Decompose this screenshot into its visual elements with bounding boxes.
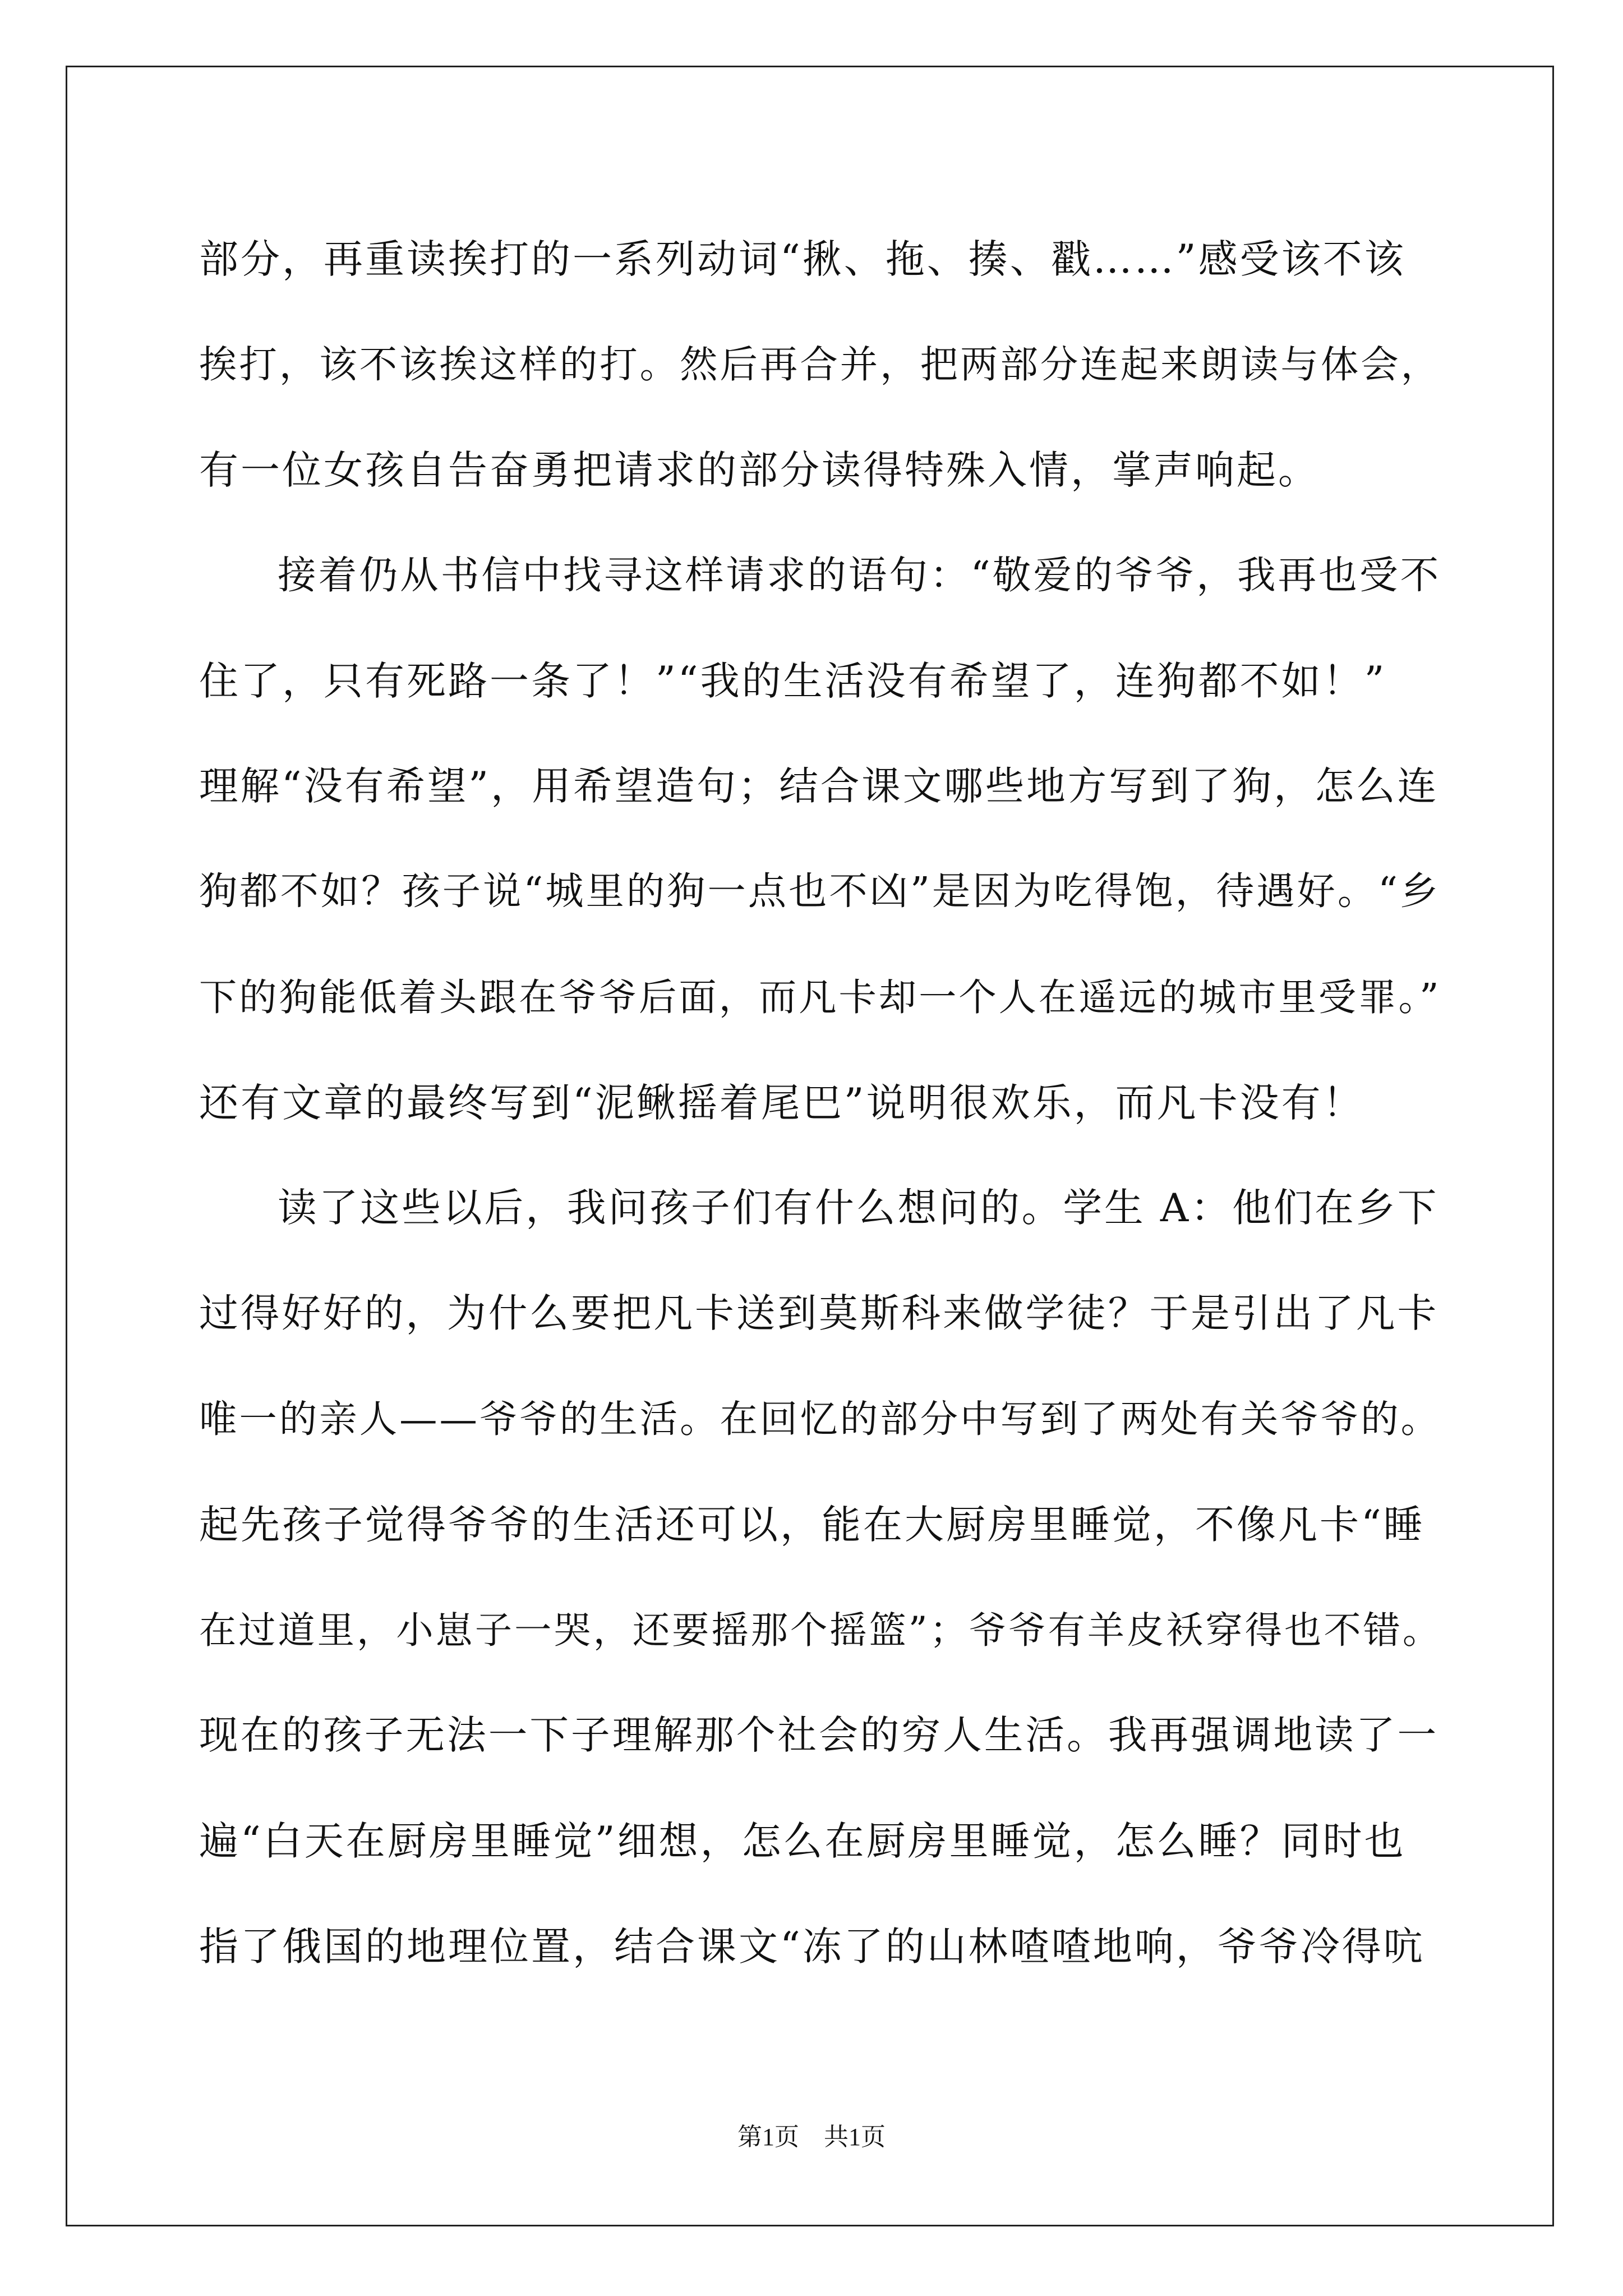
paragraph-start-line: 读了这些以后，我问孩子们有什么想问的。学生 A：他们在乡下 xyxy=(278,1185,1439,1231)
text-line: 指了俄国的地理位置，结合课文“冻了的山林喳喳地响，爷爷冷得吭 xyxy=(199,1924,1425,1970)
text-line: 理解“没有希望”，用希望造句；结合课文哪些地方写到了狗，怎么连 xyxy=(199,763,1439,809)
text-line: 狗都不如？孩子说“城里的狗一点也不凶”是因为吃得饱，待遇好。“乡 xyxy=(199,869,1441,914)
paragraph-start-line: 接着仍从书信中找寻这样请求的语句：“敬爱的爷爷，我再也受不 xyxy=(278,553,1441,598)
page-footer xyxy=(0,2120,1623,2154)
text-line: 遍“白天在厨房里睡觉”细想，怎么在厨房里睡觉，怎么睡？同时也 xyxy=(199,1818,1406,1864)
text-line: 还有文章的最终写到“泥鳅摇着尾巴”说明很欢乐，而凡卡没有！ xyxy=(199,1080,1364,1126)
text-line: 过得好好的，为什么要把凡卡送到莫斯科来做学徒？于是引出了凡卡 xyxy=(199,1291,1439,1336)
text-line: 起先孩子觉得爷爷的生活还可以，能在大厨房里睡觉，不像凡卡“睡 xyxy=(199,1502,1425,1548)
document-body xyxy=(199,206,1442,1999)
text-line: 唯一的亲人——爷爷的生活。在回忆的部分中写到了两处有关爷爷的。 xyxy=(199,1397,1441,1441)
text-line: 部分，再重读挨打的一系列动词“揪、拖、揍、戳……”感受该不该 xyxy=(199,236,1406,282)
text-line: 下的狗能低着头跟在爷爷后面，而凡卡却一个人在遥远的城市里受罪。” xyxy=(199,976,1441,1019)
text-line: 有一位女孩自告奋勇把请求的部分读得特殊入情，掌声响起。 xyxy=(199,447,1320,493)
text-line: 现在的孩子无法一下子理解那个社会的穷人生活。我再强调地读了一 xyxy=(199,1713,1439,1758)
page-number: 第1页 xyxy=(737,2123,799,2151)
text-line: 挨打，该不该挨这样的打。然后再合并，把两部分连起来朗读与体会， xyxy=(199,342,1441,386)
page-total: 共1页 xyxy=(824,2123,886,2151)
text-line: 在过道里，小崽子一哭，还要摇那个摇篮”；爷爷有羊皮袄穿得也不错。 xyxy=(199,1608,1442,1652)
text-line: 住了，只有死路一条了！”“我的生活没有希望了，连狗都不如！” xyxy=(199,658,1387,704)
